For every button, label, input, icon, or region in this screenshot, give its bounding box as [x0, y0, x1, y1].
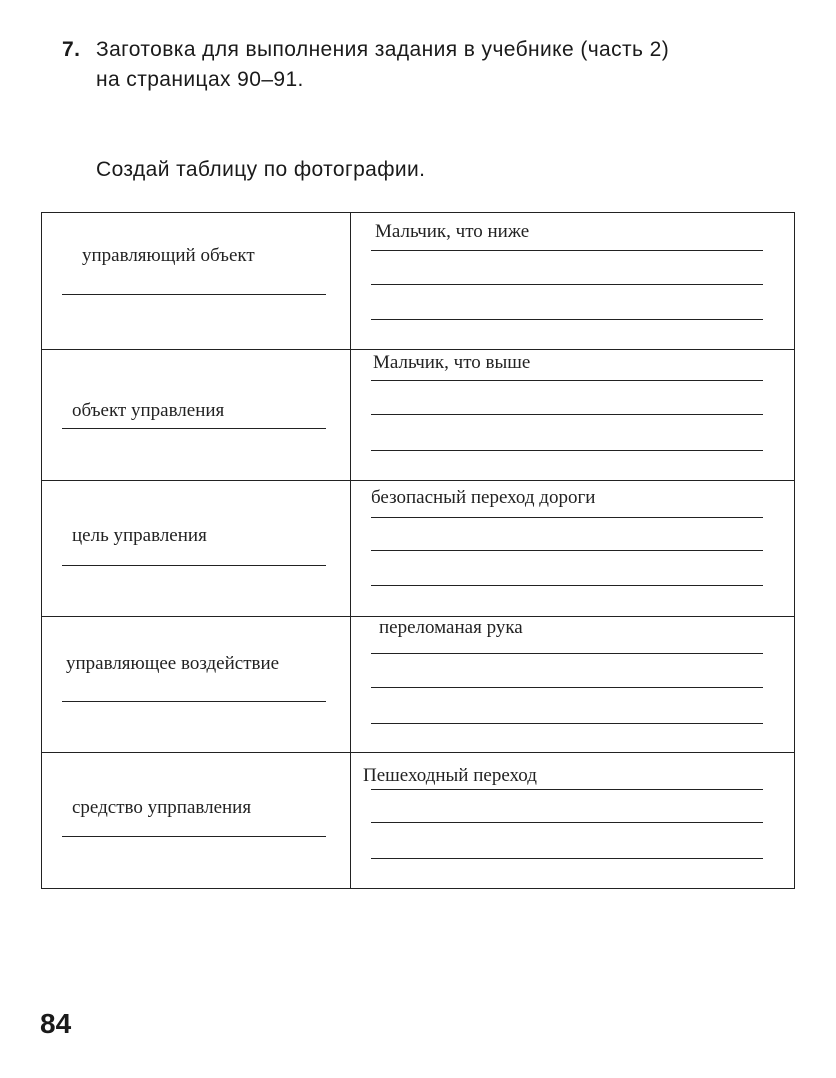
term-underline — [62, 836, 326, 837]
answer-line — [371, 723, 763, 724]
answer-line — [371, 550, 763, 551]
answer-line — [371, 789, 763, 790]
answer-cell[interactable] — [351, 350, 795, 481]
answer-line — [371, 284, 763, 285]
answer-line — [371, 414, 763, 415]
answer-cell[interactable] — [351, 753, 795, 889]
table-row — [42, 213, 795, 350]
term-underline — [62, 701, 326, 702]
answer-line — [371, 380, 763, 381]
term-underline — [62, 565, 326, 566]
answer-text[interactable]: Пешеходный переход — [363, 765, 537, 786]
term-cell — [42, 481, 351, 617]
answer-line — [371, 250, 763, 251]
task-number: 7. — [62, 38, 81, 61]
answer-table — [41, 212, 795, 889]
instruction: Создай таблицу по фотографии. — [96, 158, 426, 181]
term-label: объект управления — [72, 400, 225, 421]
answer-line — [371, 822, 763, 823]
answer-cell[interactable] — [351, 481, 795, 617]
term-label: управляющий объект — [82, 245, 255, 266]
term-cell — [42, 350, 351, 481]
table-row — [42, 481, 795, 617]
answer-cell[interactable] — [351, 617, 795, 753]
table-row — [42, 617, 795, 753]
term-label: цель управления — [72, 525, 207, 546]
answer-line — [371, 517, 763, 518]
answer-line — [371, 653, 763, 654]
task-text-line1: Заготовка для выполнения задания в учебнике (часть 2) — [96, 38, 670, 61]
term-cell — [42, 213, 351, 350]
answer-text[interactable]: переломаная рука — [379, 617, 523, 638]
term-cell — [42, 617, 351, 753]
task-text-line2: на страницах 90–91. — [96, 68, 304, 91]
term-underline — [62, 428, 326, 429]
answer-line — [371, 687, 763, 688]
answer-text[interactable]: Мальчик, что выше — [373, 352, 531, 373]
answer-line — [371, 858, 763, 859]
term-underline — [62, 294, 326, 295]
answer-cell[interactable] — [351, 213, 795, 350]
answer-line — [371, 319, 763, 320]
page-number: 84 — [40, 1008, 72, 1039]
answer-line — [371, 450, 763, 451]
answer-text[interactable]: безопасный переход дороги — [371, 487, 596, 508]
table-row — [42, 753, 795, 889]
table-row — [42, 350, 795, 481]
term-label: управляющее воздействие — [66, 653, 280, 674]
answer-line — [371, 585, 763, 586]
term-cell — [42, 753, 351, 889]
answer-text[interactable]: Мальчик, что ниже — [375, 221, 530, 242]
term-label: средство упрпавления — [72, 797, 252, 818]
